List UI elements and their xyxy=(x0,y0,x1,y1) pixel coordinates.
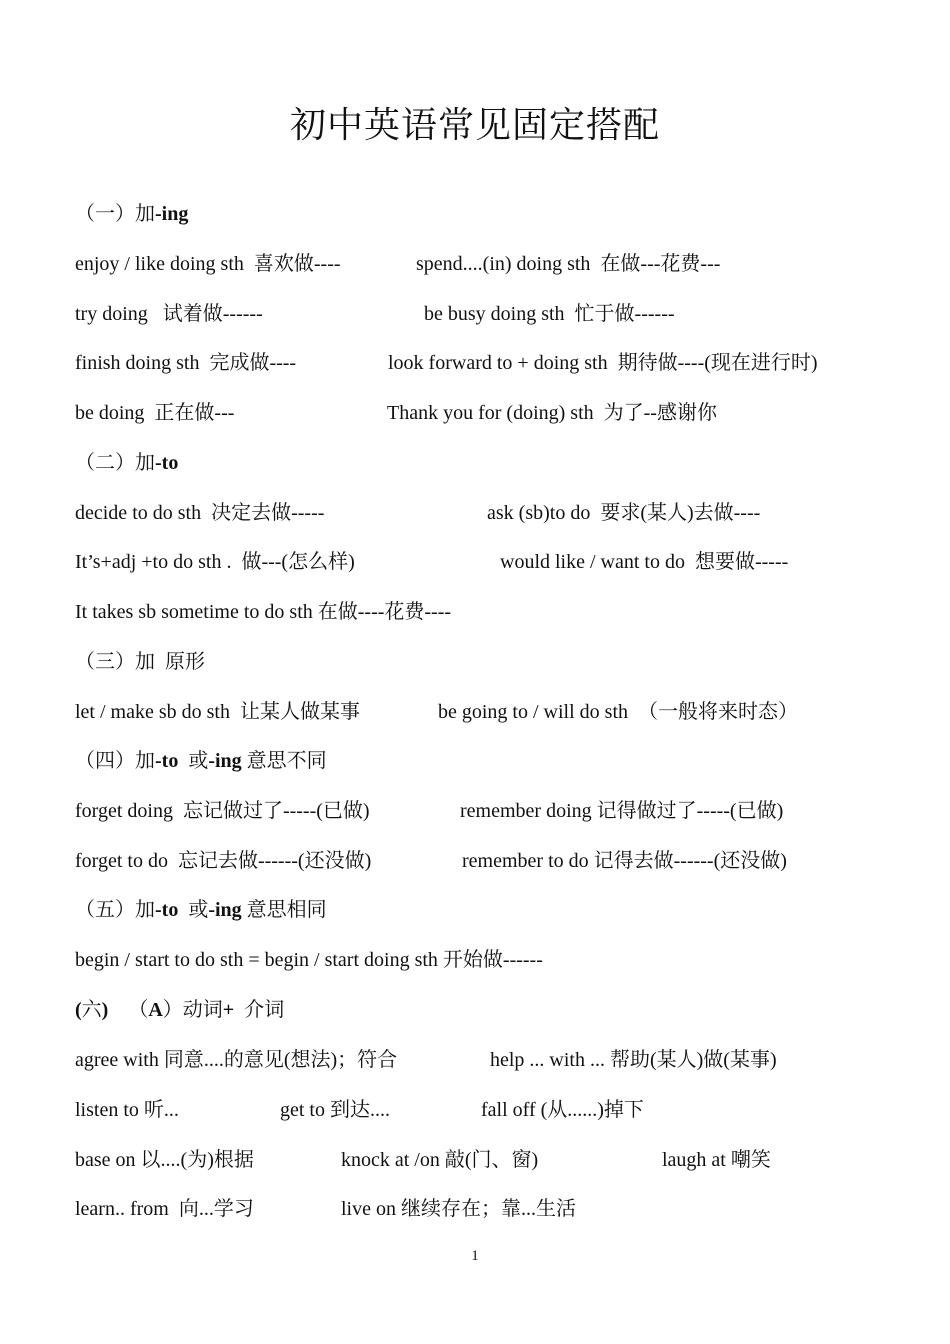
phrase-left: decide to do sth 决定去做----- xyxy=(75,502,325,524)
section-heading-bold: -ing xyxy=(155,203,189,225)
phrase-right: remember doing 记得做过了-----(已做) xyxy=(460,800,784,822)
phrase-left: base on 以....(为)根据 xyxy=(75,1149,254,1171)
section-heading-prefix: （四）加 xyxy=(75,750,155,772)
phrase-left: forget to do 忘记去做------(还没做) xyxy=(75,850,372,872)
phrase-right: live on 继续存在；靠...生活 xyxy=(341,1198,576,1220)
section-heading-6 xyxy=(75,997,284,1023)
section-heading-2 xyxy=(75,450,178,476)
phrase-left: be doing 正在做--- xyxy=(75,402,235,424)
phrase-left: let / make sb do sth 让某人做某事 xyxy=(75,701,360,723)
phrase-left: It’s+adj +to do sth . 做---(怎么样) xyxy=(75,551,355,573)
section-heading-bold: -to xyxy=(155,452,179,474)
section-heading-middle: （ xyxy=(108,999,149,1021)
phrase-right: ask (sb)to do 要求(某人)去做---- xyxy=(487,502,761,524)
page-title: 初中英语常见固定搭配 xyxy=(289,105,660,145)
phrase-right: would like / want to do 想要做----- xyxy=(500,551,789,573)
phrase-right: be going to / will do sth （一般将来时态） xyxy=(438,701,798,723)
phrase-right: be busy doing sth 忙于做------ xyxy=(424,303,675,325)
phrase-right: remember to do 记得去做------(还没做) xyxy=(462,850,787,872)
phrase-right: Thank you for (doing) sth 为了--感谢你 xyxy=(387,402,717,424)
section-heading-bold: ( xyxy=(75,999,82,1021)
phrase-left: It takes sb sometime to do sth 在做----花费---- xyxy=(75,601,452,623)
section-heading-prefix: （五）加 xyxy=(75,899,155,921)
section-heading-suffix: 介词 xyxy=(234,999,285,1021)
page-number: 1 xyxy=(471,1248,479,1264)
section-heading-bold: -ing xyxy=(208,899,242,921)
phrase-left: enjoy / like doing sth 喜欢做---- xyxy=(75,253,341,275)
section-heading-4 xyxy=(75,748,327,774)
phrase-left: forget doing 忘记做过了-----(已做) xyxy=(75,800,370,822)
section-heading-bold: + xyxy=(222,999,235,1021)
section-heading-bold: -to xyxy=(155,899,179,921)
phrase-left: begin / start to do sth = begin / start doing sth 开始做------ xyxy=(75,949,543,971)
section-heading-1 xyxy=(75,201,188,227)
section-heading-prefix: （一）加 xyxy=(75,203,155,225)
section-heading-bold: -to xyxy=(155,750,179,772)
section-heading-bold: -ing xyxy=(208,750,242,772)
section-heading-middle: 或 xyxy=(178,899,209,921)
section-heading-bold: ) xyxy=(101,999,109,1021)
section-heading-bold: A xyxy=(148,999,163,1021)
phrase-left: try doing 试着做------ xyxy=(75,303,263,325)
phrase-right: laugh at 嘲笑 xyxy=(662,1149,771,1171)
section-heading-suffix: 意思相同 xyxy=(241,899,327,921)
phrase-right: spend....(in) doing sth 在做---花费--- xyxy=(416,253,721,275)
section-heading-prefix: （二）加 xyxy=(75,452,155,474)
phrase-left: learn.. from 向...学习 xyxy=(75,1198,254,1220)
section-heading-3 xyxy=(75,649,205,675)
phrase-left: agree with 同意....的意见(想法)；符合 xyxy=(75,1049,398,1071)
phrase-left: finish doing sth 完成做---- xyxy=(75,352,297,374)
phrase-middle: get to 到达.... xyxy=(280,1099,390,1121)
phrase-middle: knock at /on 敲(门、窗) xyxy=(341,1149,539,1171)
phrase-right: help ... with ... 帮助(某人)做(某事) xyxy=(490,1049,777,1071)
section-heading-middle: ）动词 xyxy=(162,999,223,1021)
section-heading-5 xyxy=(75,897,327,923)
phrase-right: fall off (从......)掉下 xyxy=(481,1099,644,1121)
section-heading-middle: 或 xyxy=(178,750,209,772)
section-heading-middle: 六 xyxy=(81,999,102,1021)
phrase-right: look forward to + doing sth 期待做----(现在进行时) xyxy=(388,352,818,374)
phrase-left: listen to 听... xyxy=(75,1099,179,1121)
section-heading-prefix: （三）加 原形 xyxy=(75,651,205,673)
section-heading-suffix: 意思不同 xyxy=(241,750,327,772)
